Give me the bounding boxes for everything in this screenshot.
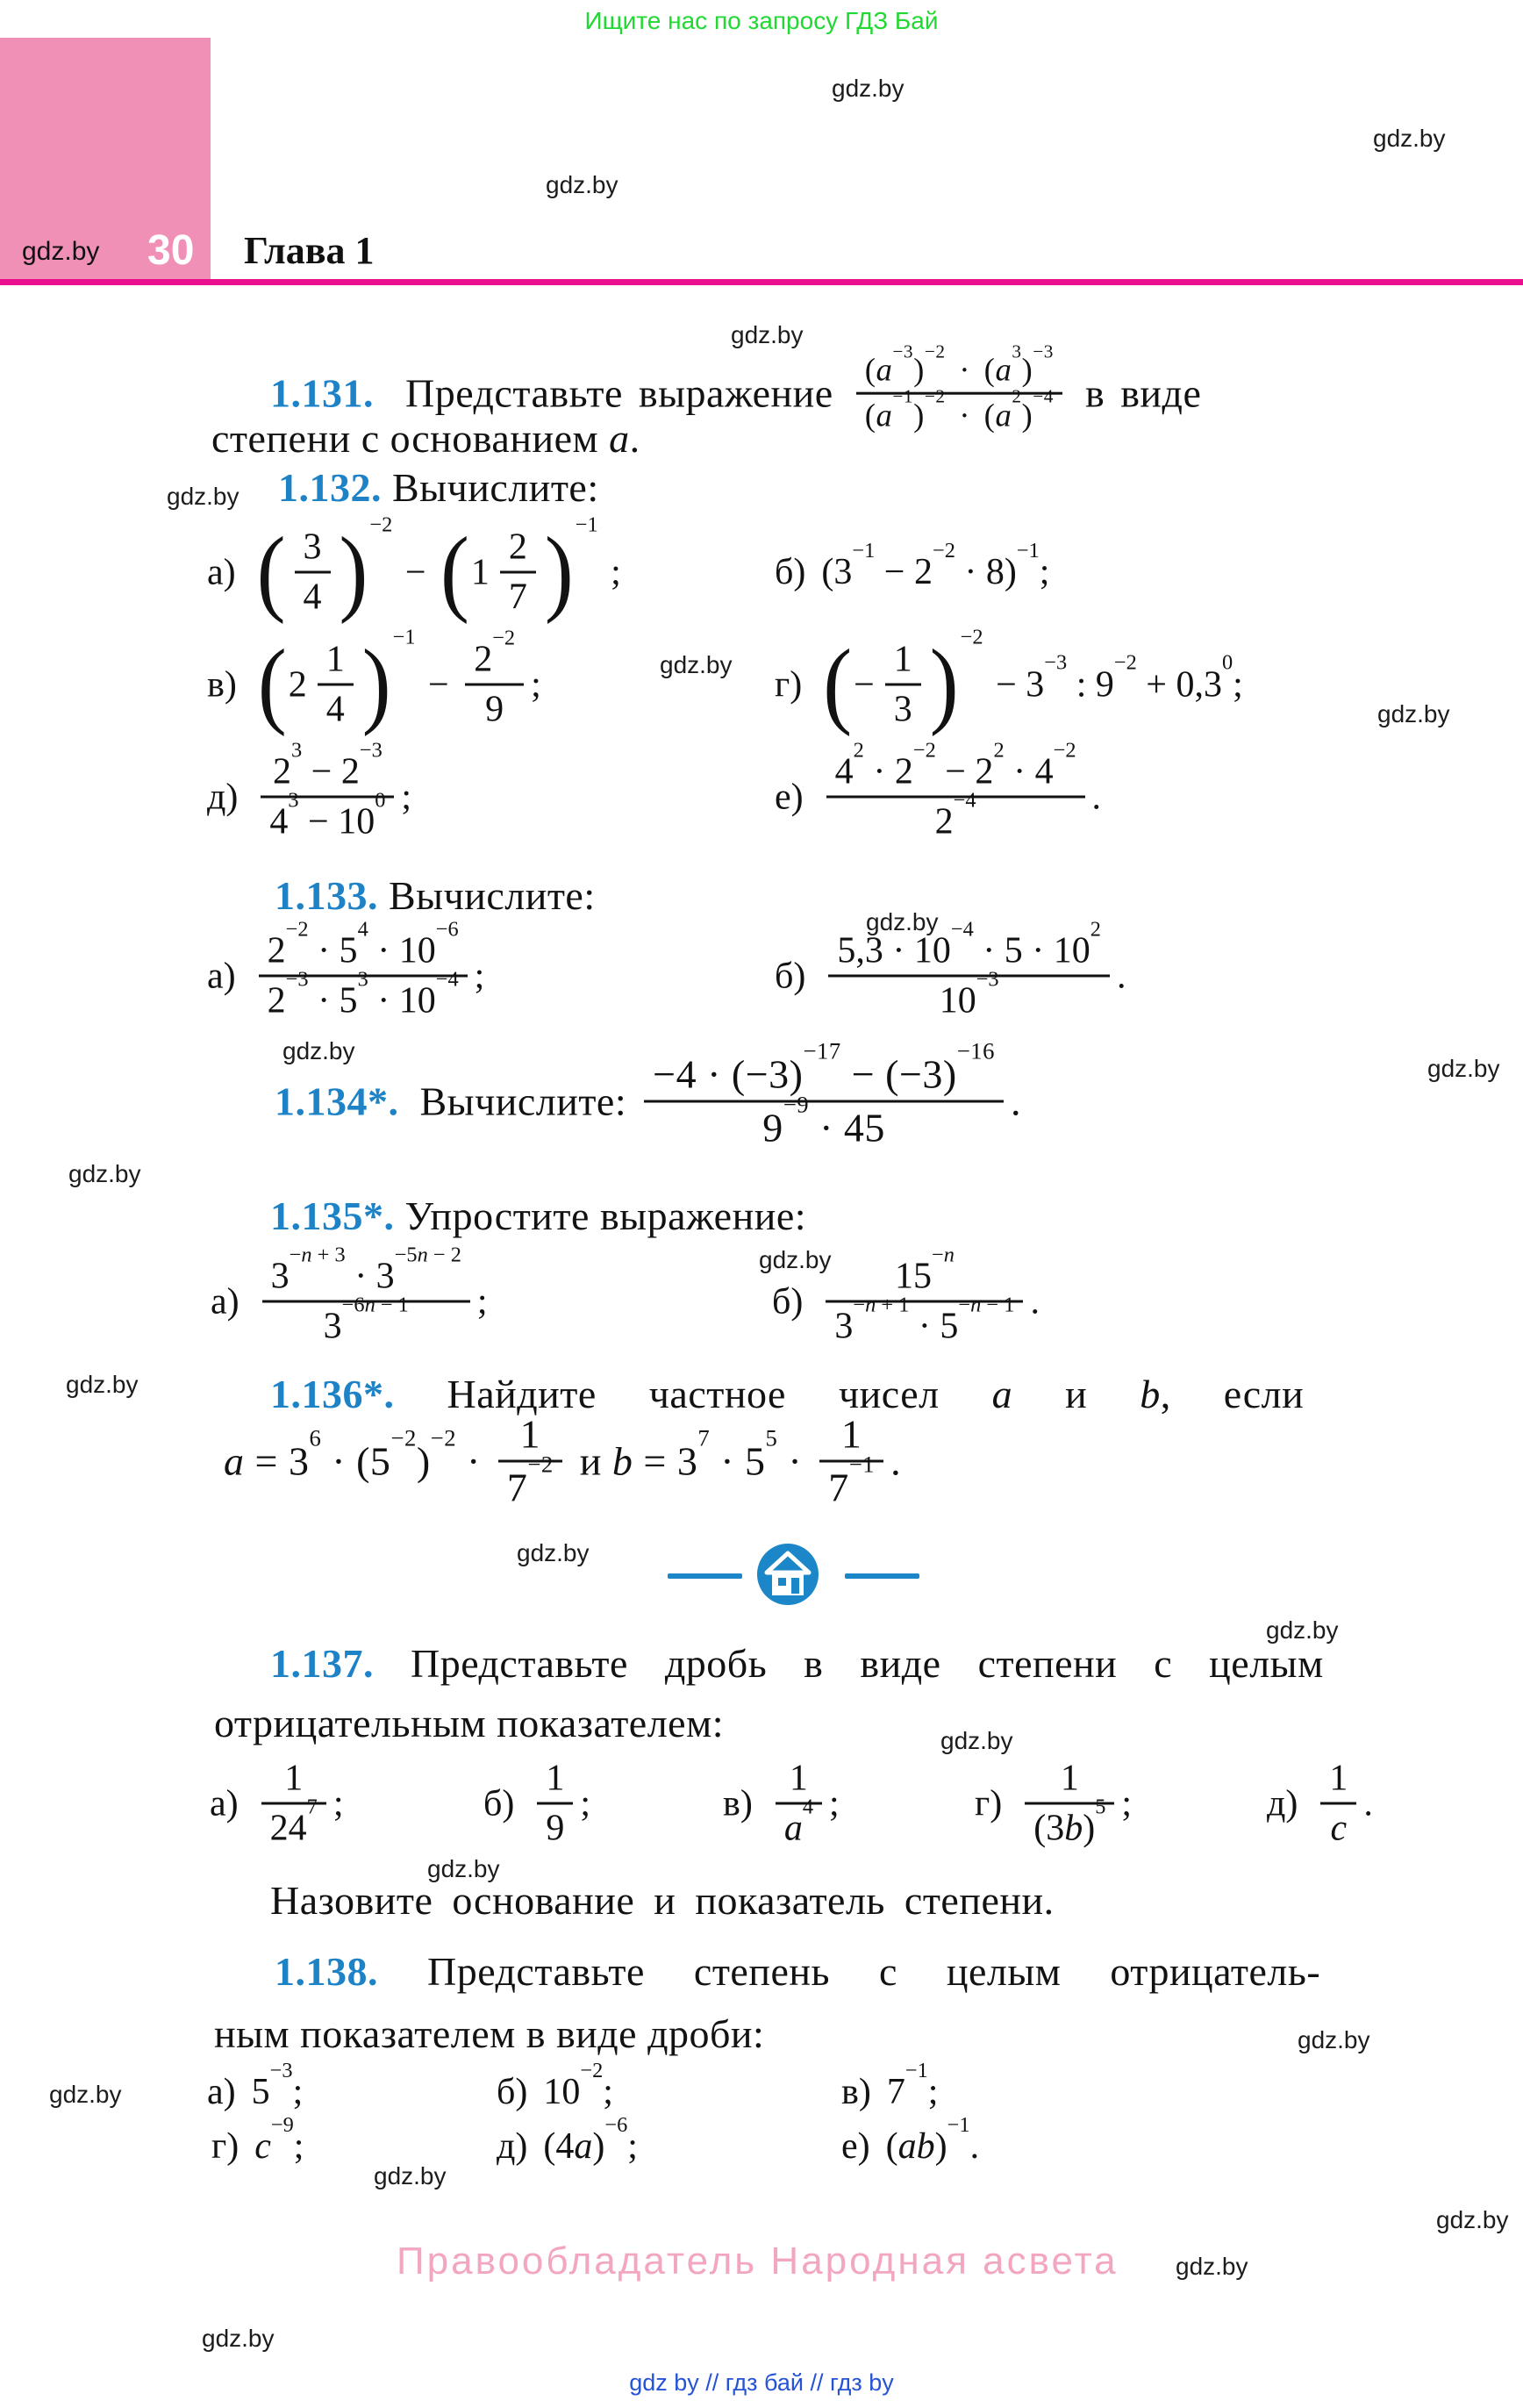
item-label: д) [497, 2126, 528, 2167]
math-text: (ab)$^{-1}$. [885, 2112, 980, 2167]
problem-number: 1.138. [275, 1949, 427, 1994]
math-expression [252, 512, 621, 625]
problem-number: 1.134*. [275, 1079, 410, 1124]
parenthesized-fraction: ( 1 $\frac{2}{7}$ ) −1 [440, 512, 598, 625]
problem-1-137-note: Назовите основание и показатель степени. [270, 1878, 1055, 1923]
fraction [856, 340, 1062, 438]
watermark: gdz.by [22, 237, 100, 266]
math-text: ; [1121, 1783, 1133, 1824]
problem-1-134-line [275, 1037, 1021, 1154]
exercise-item [1267, 1755, 1373, 1853]
item-label: б) [775, 956, 806, 996]
watermark: gdz.by [1373, 125, 1446, 152]
math-text: . [1030, 1281, 1040, 1322]
math-text: . [1116, 956, 1126, 996]
math-expression [819, 1243, 1040, 1351]
math-text: ; [474, 956, 485, 996]
exercise-item [207, 738, 412, 846]
chapter-title: Глава 1 [244, 229, 375, 272]
item-label: в) [723, 1783, 753, 1824]
item-label: а) [210, 1783, 239, 1824]
fraction-denominator: 4 [325, 689, 345, 730]
watermark: gdz.by [1266, 1616, 1339, 1644]
watermark: gdz.by [66, 1371, 139, 1398]
math-expression [1313, 1755, 1373, 1853]
divider-dash-left [668, 1573, 742, 1579]
item-label: б) [775, 552, 806, 592]
fraction-numerator: 2 [508, 527, 527, 568]
math-text: ; [401, 777, 412, 817]
math-text: . [1010, 1079, 1021, 1124]
fraction-denominator: $2^{-3} \cdot 5^3 \cdot 10^{-4}$ [267, 967, 459, 1021]
math-text: Вычислите: [389, 873, 596, 918]
watermark: gdz.by [374, 2162, 447, 2189]
exercise-item [483, 1755, 590, 1853]
math-expression [253, 625, 541, 737]
watermark: gdz.by [202, 2325, 275, 2352]
math-text: Вычислите: [392, 465, 599, 510]
watermark: gdz.by [167, 483, 240, 510]
problem-number: 1.131. [270, 370, 390, 416]
math-expression [818, 625, 1243, 737]
math-text: $(3^{-1} - 2^{-2} \cdot 8)^{-1}$; [821, 538, 1050, 592]
fraction [1320, 1755, 1356, 1853]
exercise-item [497, 2112, 638, 2168]
problem-number: 1.136*. [270, 1372, 447, 1416]
fraction-numerator: 1 [325, 639, 345, 680]
home-icon [757, 1544, 819, 1609]
fraction [826, 1243, 1023, 1351]
fraction-denominator: $7^{-1}$ [828, 1451, 876, 1510]
watermark: gdz.by [832, 75, 905, 102]
fraction [826, 738, 1085, 846]
page-number: 30 [147, 227, 195, 274]
exercise-item [207, 2058, 304, 2113]
math-text: $a = 3^6 \cdot (5^{-2})^{-2}$ · [224, 1424, 491, 1484]
watermark: gdz.by [660, 651, 733, 678]
watermark: gdz.by [517, 1539, 590, 1566]
exercise-item [841, 2058, 939, 2113]
math-expression [224, 1409, 901, 1514]
fraction-denominator: $10^{-3}$ [939, 967, 999, 1021]
fraction-denominator: 9 [485, 689, 504, 730]
fraction-numerator: $2^{-2}$ [474, 626, 516, 680]
exercise-item [841, 2112, 980, 2168]
fraction [537, 1755, 573, 1853]
item-label: б) [772, 1281, 804, 1322]
math-text: Упростите выражение: [404, 1193, 807, 1238]
fraction-numerator: 1 [546, 1758, 565, 1799]
math-expression [252, 917, 485, 1025]
fraction [498, 1409, 562, 1514]
math-expression [819, 738, 1102, 846]
math-text: в виде [1069, 370, 1202, 416]
watermark: gdz.by [1377, 700, 1450, 727]
fraction-denominator: $3^{-n + 1} \cdot 5^{-n - 1}$ [834, 1293, 1015, 1347]
exercise-item [775, 625, 1243, 737]
watermark: gdz.by [940, 1727, 1013, 1754]
item-label: г) [975, 1783, 1003, 1824]
fraction-denominator: 7 [508, 577, 527, 618]
watermark: gdz.by [1298, 2026, 1370, 2053]
fraction-denominator: 4 [303, 577, 322, 618]
exercise-item [211, 1243, 488, 1351]
parenthesized-fraction: ( − $\frac{1}{3}$ ) −2 [823, 625, 983, 737]
math-text: . [890, 1438, 902, 1484]
fraction-numerator: $5,3 \cdot 10^{-4} \cdot 5 \cdot 10^2$ [837, 917, 1101, 971]
exercise-item [497, 2058, 613, 2113]
header-rule [0, 279, 1523, 285]
fraction-numerator: $2^3 - 2^{-3}$ [272, 738, 383, 792]
item-label: в) [207, 664, 237, 705]
fraction-numerator: $2^{-2} \cdot 5^4 \cdot 10^{-6}$ [267, 917, 459, 971]
fraction-numerator: 1 [789, 1758, 808, 1799]
math-text: ; [580, 1783, 591, 1824]
close-paren: ) [361, 629, 391, 737]
exercise-item [775, 738, 1102, 846]
math-expression [821, 538, 1050, 593]
fraction-numerator: $15^{-n}$ [894, 1243, 955, 1297]
math-expression [886, 2058, 939, 2113]
fraction [500, 524, 536, 621]
math-text: $(4a)^{-6}$; [543, 2112, 638, 2167]
fraction-numerator: 1 [1329, 1758, 1348, 1799]
close-paren: ) [339, 517, 368, 625]
fraction-numerator: 1 [840, 1411, 862, 1457]
exercise-item [975, 1755, 1132, 1853]
close-paren: ) [929, 629, 959, 737]
watermark: gdz.by [1176, 2253, 1248, 2280]
watermark: gdz.by [1436, 2206, 1509, 2233]
math-expression [1018, 1755, 1132, 1853]
fraction-denominator: $9^{-9} \cdot 45$ [762, 1091, 885, 1150]
item-label: б) [483, 1783, 515, 1824]
item-label: а) [211, 1281, 240, 1322]
top-banner-text: Ищите нас по запросу ГДЗ Бай [584, 7, 939, 34]
fraction-denominator: c [1330, 1808, 1348, 1849]
math-expression [254, 1755, 344, 1853]
math-text: ; [829, 1783, 840, 1824]
math-text: $10^{-2}$; [543, 2058, 613, 2112]
math-text: ; [476, 1281, 488, 1322]
exercise-item [207, 917, 485, 1025]
math-expression [254, 738, 412, 846]
math-text: $5^{-3}$; [251, 2058, 304, 2112]
fraction [295, 524, 331, 621]
math-text: и $b = 3^7 \cdot 5^5$ · [568, 1424, 813, 1484]
item-label: г) [775, 664, 803, 705]
math-text: $7^{-1}$; [886, 2058, 939, 2112]
math-text: − [396, 552, 435, 592]
fraction [262, 1243, 470, 1351]
fraction-denominator: $4^3 - 10^0$ [269, 788, 386, 842]
open-paren: ( [440, 517, 469, 625]
math-text: Вычислите: [409, 1079, 638, 1124]
statement-text: Представьте дробь в виде степени с целым [411, 1641, 1324, 1686]
fraction-numerator: $4^2 \cdot 2^{-2} - 2^2 \cdot 4^{-2}$ [834, 738, 1076, 792]
item-label: а) [207, 2072, 236, 2112]
fraction-numerator: 1 [284, 1758, 304, 1799]
problem-1-133-header [275, 873, 596, 919]
problem-1-132-header [278, 465, 599, 511]
fraction [644, 1037, 1004, 1154]
watermark: gdz.by [1427, 1055, 1500, 1082]
watermark: gdz.by [49, 2081, 122, 2108]
fraction-denominator: $(a^{-1})^{-2} \cdot (a^2)^{-4}$ [864, 386, 1054, 434]
problem-number: 1.132. [278, 465, 392, 510]
problem-1-137-line2: отрицательным показателем: [214, 1701, 724, 1745]
math-text: $c^{-9}$; [254, 2112, 304, 2167]
problem-number: 1.137. [270, 1641, 411, 1686]
math-text: − [418, 664, 459, 705]
problem-1-131-line2: степени с основанием a. [211, 416, 640, 461]
fraction-numerator: 1 [519, 1411, 541, 1457]
problem-number: 1.135*. [270, 1193, 405, 1238]
watermark: gdz.by [546, 171, 618, 198]
exercise-item [210, 1755, 344, 1853]
item-label: в) [841, 2072, 871, 2112]
fraction-numerator: $(a^{-3})^{-2} \cdot (a^3)^{-3}$ [864, 340, 1054, 388]
fraction [261, 738, 394, 846]
item-label: а) [207, 552, 236, 592]
parenthesized-fraction: ( 2 $\frac{1}{4}$ ) −1 [257, 625, 416, 737]
math-text: Представьте выражение [390, 370, 849, 416]
watermark: gdz.by [427, 1855, 500, 1882]
problem-1-138-line1 [275, 1949, 1320, 1995]
fraction [885, 636, 921, 734]
fraction-denominator: $a^4$ [783, 1795, 814, 1849]
open-paren: ( [256, 517, 286, 625]
exercise-item [723, 1755, 840, 1853]
open-paren: ( [257, 629, 287, 737]
open-paren: ( [823, 629, 853, 737]
math-text: . [1091, 777, 1102, 817]
math-text: ; [332, 1783, 344, 1824]
copyright-text: Правообладатель Народная асвета [397, 2240, 1119, 2283]
fraction [318, 636, 354, 734]
item-label: е) [841, 2126, 870, 2167]
item-label: е) [775, 777, 804, 817]
fraction [259, 917, 468, 1025]
fraction [776, 1755, 822, 1853]
item-label: а) [207, 956, 236, 996]
fraction-numerator: $-4 \cdot (-3)^{-17} - (-3)^{-16}$ [653, 1037, 995, 1097]
fraction [819, 1409, 883, 1514]
watermark: gdz.by [866, 908, 939, 935]
problem-1-138-line2: ным показателем в виде дроби: [214, 2011, 765, 2056]
parenthesized-fraction: ( $\frac{3}{4}$ ) −2 [256, 512, 393, 625]
math-expression [769, 1755, 840, 1853]
item-label: б) [497, 2072, 528, 2112]
fraction-denominator: 9 [546, 1808, 565, 1849]
math-expression [530, 1755, 590, 1853]
exercise-item [211, 2112, 304, 2168]
exercise-item [207, 512, 621, 625]
fraction-denominator: $3^{-6n - 1}$ [323, 1293, 409, 1347]
item-label: г) [211, 2126, 240, 2167]
close-paren: ) [544, 517, 574, 625]
fraction-numerator: $3^{-n + 3} \cdot 3^{-5n - 2}$ [270, 1243, 461, 1297]
math-expression [254, 2112, 304, 2168]
watermark: gdz.by [68, 1160, 141, 1187]
mixed-whole: 2 [288, 664, 307, 705]
fraction-denominator: $2^{-4}$ [934, 788, 976, 842]
math-text: − $3^{-3}$ : $9^{-2} + 0,3^0$; [986, 650, 1243, 705]
exercise-item [207, 625, 541, 737]
mixed-whole: − [854, 664, 875, 705]
problem-number: 1.133. [275, 873, 389, 918]
watermark: gdz.by [282, 1037, 355, 1064]
math-expression [255, 1243, 488, 1351]
fraction-numerator: 3 [303, 527, 322, 568]
divider-dash-right [845, 1573, 919, 1579]
math-expression [885, 2112, 980, 2168]
fraction-numerator: 1 [893, 639, 912, 680]
fraction-numerator: 1 [1060, 1758, 1079, 1799]
fraction [1025, 1755, 1114, 1853]
fraction-denominator: $7^{-2}$ [506, 1451, 554, 1510]
math-expression [251, 2058, 304, 2113]
problem-1-136-formula [224, 1409, 901, 1514]
mixed-whole: 1 [470, 552, 490, 592]
fraction-denominator: $(3b)^5$ [1033, 1795, 1106, 1849]
problem-1-135-header [270, 1193, 806, 1239]
math-expression [543, 2112, 638, 2168]
fraction-denominator: 3 [893, 689, 912, 730]
math-expression [543, 2058, 613, 2113]
fraction [465, 626, 524, 734]
watermark: gdz.by [759, 1246, 832, 1273]
problem-1-137-line1 [270, 1641, 1324, 1687]
watermark: gdz.by [731, 321, 804, 348]
item-label: д) [207, 777, 239, 817]
footer-links[interactable]: gdz by // гдз бай // гдз by [629, 2369, 894, 2396]
exercise-item [775, 538, 1050, 593]
math-text: . [1363, 1783, 1373, 1824]
item-label: д) [1267, 1783, 1298, 1824]
math-text: ; [531, 664, 541, 705]
math-text: ; [601, 552, 621, 592]
fraction [261, 1755, 326, 1853]
fraction-denominator: $24^7$ [269, 1795, 318, 1849]
statement-text: Найдите частное чисел a и b, если [447, 1372, 1305, 1416]
statement-text: Представьте степень с целым отрицатель- [427, 1949, 1321, 1994]
